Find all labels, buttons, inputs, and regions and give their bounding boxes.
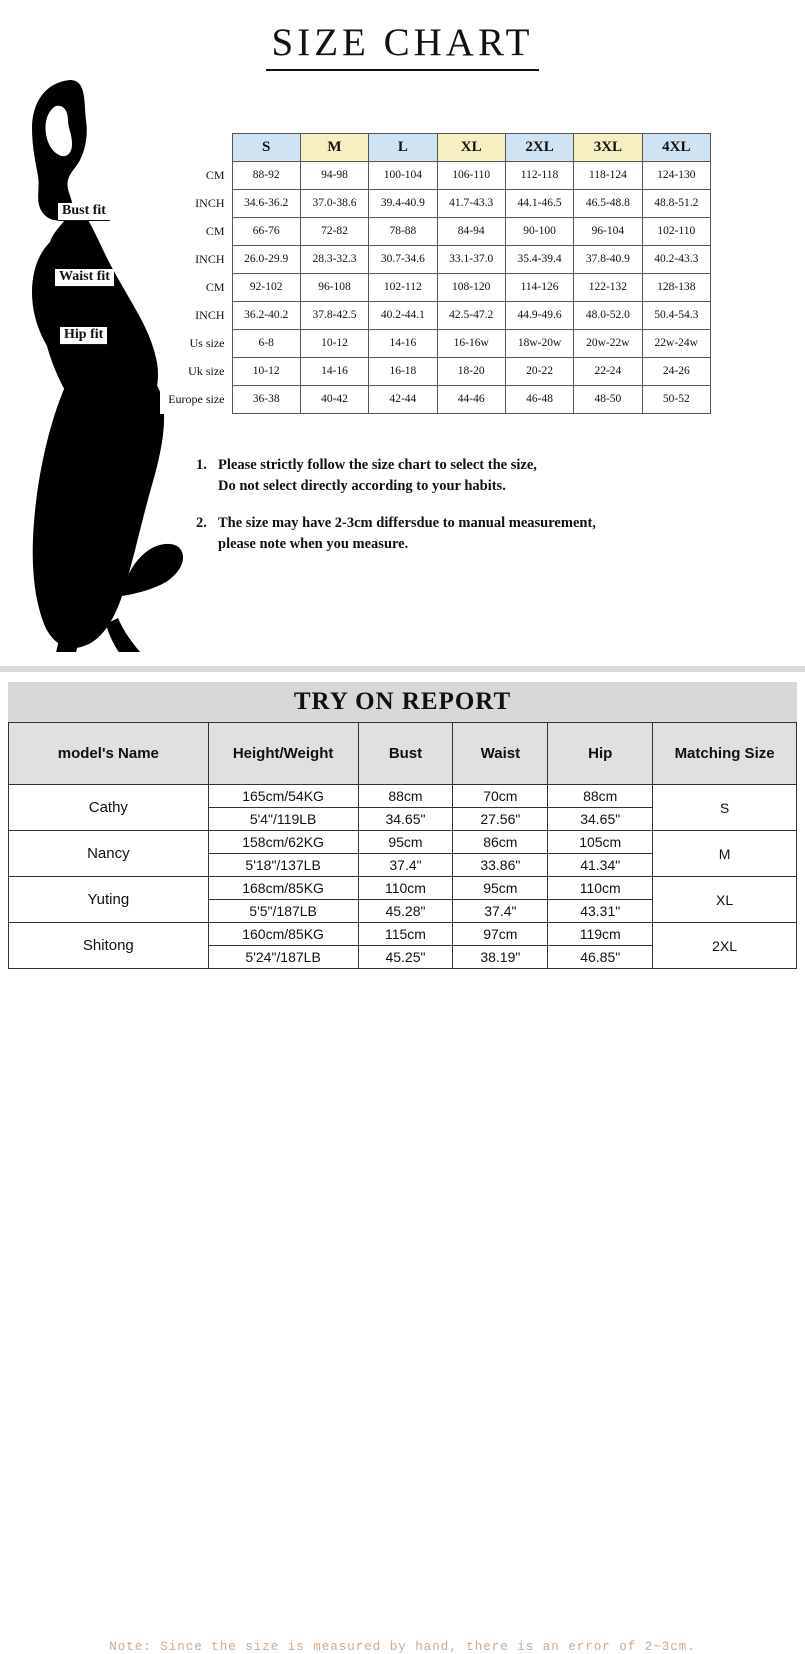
eu-size-3xl: 48-50 — [574, 386, 642, 414]
report-row-1-name: Cathy — [9, 785, 209, 831]
report-row-4-waist-cm: 97cm — [453, 923, 548, 946]
report-row-3-match: XL — [653, 877, 797, 923]
report-row-3-waist-cm: 95cm — [453, 877, 548, 900]
size-header-2xl: 2XL — [505, 134, 573, 162]
report-header-hw: Height/Weight — [208, 723, 358, 785]
table-row-bust-cm — [160, 162, 711, 190]
try-on-report-section — [0, 672, 805, 1654]
europe-size-label: Europe size — [160, 386, 232, 414]
us-size-xl: 16-16w — [437, 330, 505, 358]
eu-size-xl: 44-46 — [437, 386, 505, 414]
waist-inch-xl: 33.1-37.0 — [437, 246, 505, 274]
table-row-bust-inch — [160, 190, 711, 218]
report-row-1-hip-cm: 88cm — [548, 785, 653, 808]
hip-cm-s: 92-102 — [232, 274, 300, 302]
hip-inch-4xl: 50.4-54.3 — [642, 302, 710, 330]
waist-cm-s: 66-76 — [232, 218, 300, 246]
report-row-4-waist-in: 38.19" — [453, 946, 548, 969]
table-row — [9, 785, 797, 808]
report-row-4-name: Shitong — [9, 923, 209, 969]
size-chart-table — [160, 133, 711, 414]
hip-inch-2xl: 44.9-49.6 — [505, 302, 573, 330]
waist-inch-s: 26.0-29.9 — [232, 246, 300, 274]
note-1-body — [218, 455, 796, 497]
size-chart-header-row — [160, 134, 711, 162]
eu-size-4xl: 50-52 — [642, 386, 710, 414]
waist-cm-4xl: 102-110 — [642, 218, 710, 246]
bust-cm-l: 100-104 — [369, 162, 437, 190]
try-on-report-title-bar — [8, 682, 797, 722]
hip-fit-label: Hip fit — [60, 327, 107, 345]
report-row-2-name: Nancy — [9, 831, 209, 877]
bust-cm-m: 94-98 — [300, 162, 368, 190]
waist-inch-m: 28.3-32.3 — [300, 246, 368, 274]
uk-size-l: 16-18 — [369, 358, 437, 386]
table-row-hip-inch — [160, 302, 711, 330]
uk-size-3xl: 22-24 — [574, 358, 642, 386]
size-header-l: L — [369, 134, 437, 162]
uk-size-4xl: 24-26 — [642, 358, 710, 386]
size-header-4xl: 4XL — [642, 134, 710, 162]
note-item-2 — [196, 513, 796, 555]
hip-inch-xl: 42.5-47.2 — [437, 302, 505, 330]
note-2-line-1: The size may have 2-3cm differsdue to manual measurement, — [218, 515, 596, 532]
report-row-3-hw-in: 5'5"/187LB — [208, 900, 358, 923]
corner-cell — [160, 134, 232, 162]
waist-cm-3xl: 96-104 — [574, 218, 642, 246]
waist-fit-label: Waist fit — [55, 269, 114, 287]
report-row-3-bust-in: 45.28" — [358, 900, 453, 923]
report-header-match: Matching Size — [653, 723, 797, 785]
note-2-line-2: please note when you measure. — [218, 536, 409, 553]
report-row-1-hw-in: 5'4"/119LB — [208, 808, 358, 831]
bust-inch-l: 39.4-40.9 — [369, 190, 437, 218]
report-row-2-hw-in: 5'18"/137LB — [208, 854, 358, 877]
report-row-1-bust-in: 34.65" — [358, 808, 453, 831]
eu-size-l: 42-44 — [369, 386, 437, 414]
report-row-3-bust-cm: 110cm — [358, 877, 453, 900]
report-row-3-hip-cm: 110cm — [548, 877, 653, 900]
size-chart-table-container — [160, 133, 711, 414]
report-row-2-match: M — [653, 831, 797, 877]
report-row-1-hip-in: 34.65" — [548, 808, 653, 831]
hip-cm-m: 96-108 — [300, 274, 368, 302]
us-size-l: 14-16 — [369, 330, 437, 358]
uk-size-s: 10-12 — [232, 358, 300, 386]
table-row-waist-cm — [160, 218, 711, 246]
bust-inch-m: 37.0-38.6 — [300, 190, 368, 218]
waist-inch-4xl: 40.2-43.3 — [642, 246, 710, 274]
page-title-text: SIZE CHART — [266, 20, 540, 71]
uk-size-label: Uk size — [160, 358, 232, 386]
bust-inch-2xl: 44.1-46.5 — [505, 190, 573, 218]
us-size-label: Us size — [160, 330, 232, 358]
try-on-report-table — [8, 722, 797, 969]
hip-cm-4xl: 128-138 — [642, 274, 710, 302]
report-row-3-waist-in: 37.4" — [453, 900, 548, 923]
report-row-3-hw-cm: 168cm/85KG — [208, 877, 358, 900]
table-row-hip-cm — [160, 274, 711, 302]
size-header-3xl: 3XL — [574, 134, 642, 162]
waist-inch-3xl: 37.8-40.9 — [574, 246, 642, 274]
size-header-m: M — [300, 134, 368, 162]
hip-inch-s: 36.2-40.2 — [232, 302, 300, 330]
report-row-2-waist-cm: 86cm — [453, 831, 548, 854]
us-size-m: 10-12 — [300, 330, 368, 358]
hip-cm-2xl: 114-126 — [505, 274, 573, 302]
report-row-2-waist-in: 33.86" — [453, 854, 548, 877]
us-size-3xl: 20w-22w — [574, 330, 642, 358]
report-header-bust: Bust — [358, 723, 453, 785]
us-size-s: 6-8 — [232, 330, 300, 358]
waist-cm-m: 72-82 — [300, 218, 368, 246]
bust-cm-3xl: 118-124 — [574, 162, 642, 190]
note-1-number: 1. — [196, 457, 207, 473]
report-header-name: model's Name — [9, 723, 209, 785]
hip-cm-xl: 108-120 — [437, 274, 505, 302]
uk-size-xl: 18-20 — [437, 358, 505, 386]
unit-label-cm: CM — [160, 162, 232, 190]
size-chart-notes — [196, 455, 796, 571]
bust-inch-4xl: 48.8-51.2 — [642, 190, 710, 218]
table-row-europe-size — [160, 386, 711, 414]
size-chart-section — [0, 0, 805, 672]
us-size-2xl: 18w-20w — [505, 330, 573, 358]
unit-label-cm: CM — [160, 218, 232, 246]
report-row-2-bust-cm: 95cm — [358, 831, 453, 854]
us-size-4xl: 22w-24w — [642, 330, 710, 358]
waist-cm-xl: 84-94 — [437, 218, 505, 246]
report-row-2-hip-cm: 105cm — [548, 831, 653, 854]
report-header-hip: Hip — [548, 723, 653, 785]
bust-inch-s: 34.6-36.2 — [232, 190, 300, 218]
note-item-1 — [196, 455, 796, 497]
report-row-2-hip-in: 41.34" — [548, 854, 653, 877]
hip-cm-l: 102-112 — [369, 274, 437, 302]
waist-cm-2xl: 90-100 — [505, 218, 573, 246]
bust-inch-3xl: 46.5-48.8 — [574, 190, 642, 218]
report-row-2-hw-cm: 158cm/62KG — [208, 831, 358, 854]
report-row-4-bust-in: 45.25" — [358, 946, 453, 969]
waist-inch-l: 30.7-34.6 — [369, 246, 437, 274]
report-footer-note: Note: Since the size is measured by hand, there is an error of 2~3cm. — [109, 1640, 696, 1654]
report-header-row — [9, 723, 797, 785]
unit-label-inch: INCH — [160, 246, 232, 274]
hip-inch-m: 37.8-42.5 — [300, 302, 368, 330]
page-title — [0, 20, 805, 71]
try-on-report-title: TRY ON REPORT — [293, 688, 512, 715]
report-row-4-match: 2XL — [653, 923, 797, 969]
waist-inch-2xl: 35.4-39.4 — [505, 246, 573, 274]
eu-size-2xl: 46-48 — [505, 386, 573, 414]
note-1-line-1: Please strictly follow the size chart to select the size, — [218, 457, 537, 473]
note-2-number: 2. — [196, 515, 207, 532]
note-1-line-2: Do not select directly according to your habits. — [218, 478, 506, 495]
unit-label-inch: INCH — [160, 190, 232, 218]
report-row-1-hw-cm: 165cm/54KG — [208, 785, 358, 808]
report-row-1-match: S — [653, 785, 797, 831]
bust-cm-s: 88-92 — [232, 162, 300, 190]
uk-size-2xl: 20-22 — [505, 358, 573, 386]
report-row-4-hip-in: 46.85" — [548, 946, 653, 969]
uk-size-m: 14-16 — [300, 358, 368, 386]
report-row-1-bust-cm: 88cm — [358, 785, 453, 808]
report-row-1-waist-cm: 70cm — [453, 785, 548, 808]
table-row — [9, 831, 797, 854]
table-row — [9, 877, 797, 900]
report-row-4-hw-cm: 160cm/85KG — [208, 923, 358, 946]
report-row-4-hw-in: 5'24"/187LB — [208, 946, 358, 969]
report-row-1-waist-in: 27.56" — [453, 808, 548, 831]
table-row — [9, 923, 797, 946]
report-row-3-name: Yuting — [9, 877, 209, 923]
size-header-xl: XL — [437, 134, 505, 162]
bust-cm-2xl: 112-118 — [505, 162, 573, 190]
hip-inch-l: 40.2-44.1 — [369, 302, 437, 330]
table-row-uk-size — [160, 358, 711, 386]
bust-cm-4xl: 124-130 — [642, 162, 710, 190]
table-row-waist-inch — [160, 246, 711, 274]
report-row-4-hip-cm: 119cm — [548, 923, 653, 946]
unit-label-cm: CM — [160, 274, 232, 302]
hip-inch-3xl: 48.0-52.0 — [574, 302, 642, 330]
report-row-2-bust-in: 37.4" — [358, 854, 453, 877]
eu-size-s: 36-38 — [232, 386, 300, 414]
table-row-us-size — [160, 330, 711, 358]
bust-inch-xl: 41.7-43.3 — [437, 190, 505, 218]
report-row-3-hip-in: 43.31" — [548, 900, 653, 923]
bust-cm-xl: 106-110 — [437, 162, 505, 190]
report-row-4-bust-cm: 115cm — [358, 923, 453, 946]
size-header-s: S — [232, 134, 300, 162]
eu-size-m: 40-42 — [300, 386, 368, 414]
unit-label-inch: INCH — [160, 302, 232, 330]
waist-cm-l: 78-88 — [369, 218, 437, 246]
bust-fit-label: Bust fit — [58, 203, 110, 221]
hip-cm-3xl: 122-132 — [574, 274, 642, 302]
note-2-body — [218, 513, 796, 555]
report-header-waist: Waist — [453, 723, 548, 785]
